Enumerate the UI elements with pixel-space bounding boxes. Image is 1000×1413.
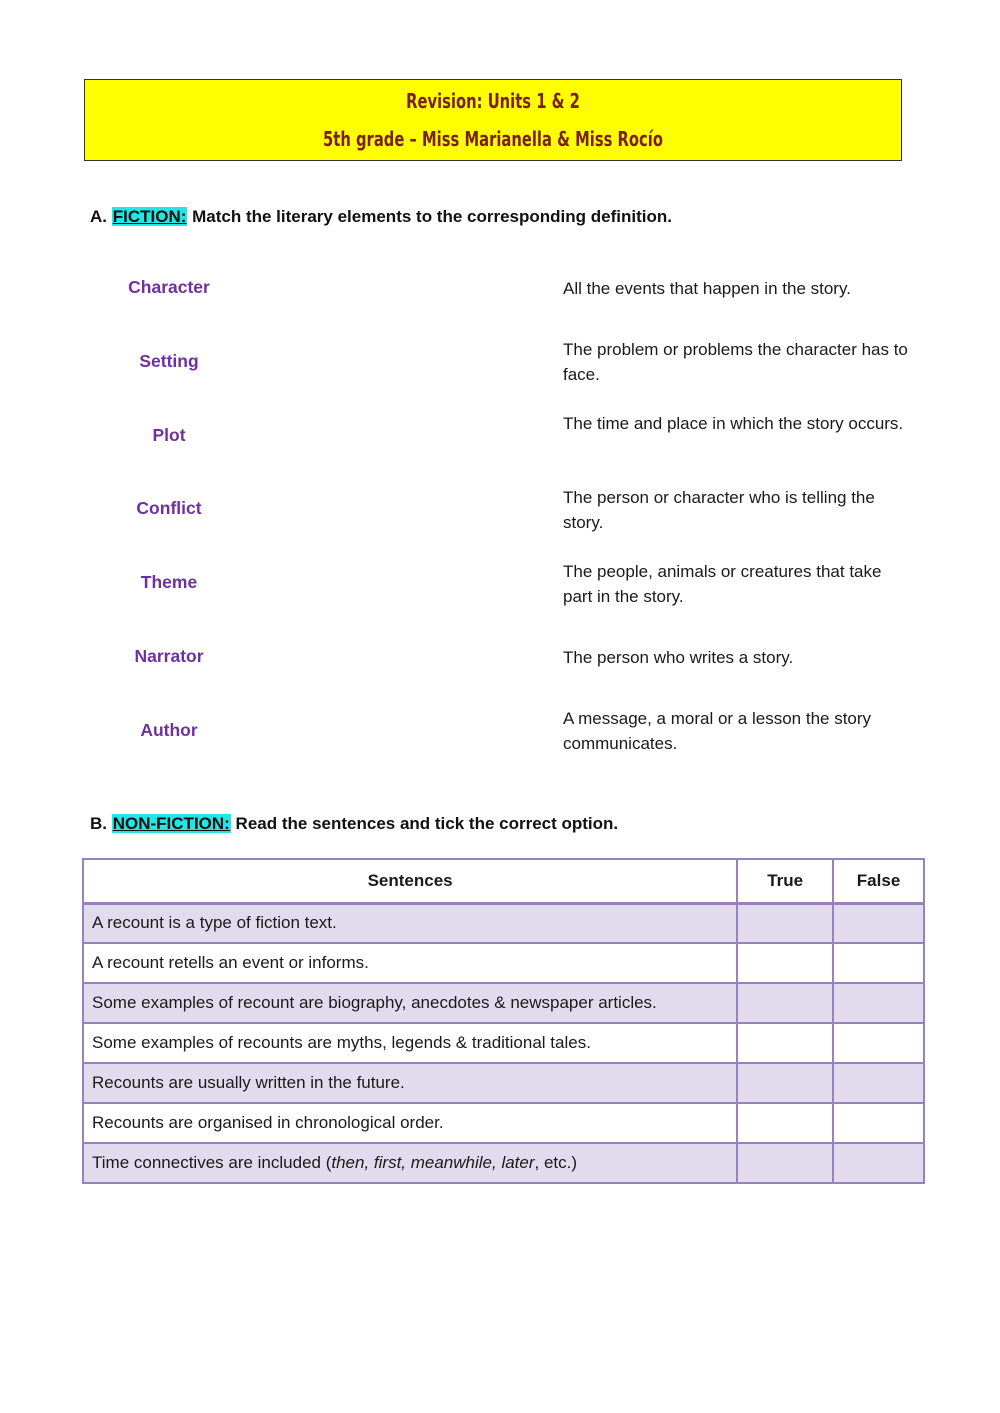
page-subtitle: 5th grade – Miss Marianella & Miss Rocío — [323, 127, 663, 151]
section-b-heading — [90, 814, 618, 834]
table-row — [83, 1103, 924, 1143]
header-false: False — [833, 859, 924, 903]
element-narrator[interactable]: Narrator — [134, 646, 204, 666]
section-a-instruction: Match the literary elements to the corresponding definition. — [187, 207, 672, 226]
element-plot[interactable]: Plot — [152, 425, 186, 445]
definition-4[interactable]: The person or character who is telling the story. — [563, 488, 875, 532]
definition-3[interactable]: The time and place in which the story occurs. — [563, 414, 904, 433]
true-false-table — [82, 858, 925, 1184]
false-checkbox-cell[interactable] — [833, 903, 924, 943]
sentence-cell: A recount retells an event or informs. — [83, 943, 737, 983]
true-checkbox-cell[interactable] — [737, 1063, 833, 1103]
table-row — [83, 1063, 924, 1103]
false-checkbox-cell[interactable] — [833, 1143, 924, 1183]
header-sentences: Sentences — [83, 859, 737, 903]
definition-5[interactable]: The people, animals or creatures that take part in the story. — [563, 562, 882, 606]
false-checkbox-cell[interactable] — [833, 943, 924, 983]
section-a-highlight: FICTION: — [112, 207, 187, 226]
section-a-heading — [90, 207, 672, 227]
element-setting[interactable]: Setting — [139, 351, 199, 371]
element-theme[interactable]: Theme — [140, 572, 198, 592]
definition-7[interactable]: A message, a moral or a lesson the story communicates. — [563, 709, 872, 753]
header-true: True — [737, 859, 833, 903]
definition-2[interactable]: The problem or problems the character has to face. — [563, 340, 908, 384]
section-a-prefix: A. — [90, 207, 107, 226]
table-row — [83, 1143, 924, 1183]
definition-1[interactable]: All the events that happen in the story. — [563, 279, 851, 298]
sentence-cell: A recount is a type of fiction text. — [83, 903, 737, 943]
definition-6[interactable]: The person who writes a story. — [563, 648, 794, 667]
true-checkbox-cell[interactable] — [737, 903, 833, 943]
section-b-instruction: Read the sentences and tick the correct option. — [230, 814, 619, 833]
sentence-italic: then, first, meanwhile, later — [331, 1153, 535, 1172]
false-checkbox-cell[interactable] — [833, 1103, 924, 1143]
sentence-text: Time connectives are included ( — [92, 1153, 332, 1172]
section-b-highlight: NON-FICTION: — [112, 814, 230, 833]
table-row — [83, 943, 924, 983]
sentence-cell: Recounts are usually written in the future. — [83, 1063, 737, 1103]
table-row — [83, 903, 924, 943]
element-author[interactable]: Author — [140, 720, 198, 740]
sentence-cell: Recounts are organised in chronological order. — [83, 1103, 737, 1143]
sentence-cell: Some examples of recounts are myths, legends & traditional tales. — [83, 1023, 737, 1063]
true-checkbox-cell[interactable] — [737, 1103, 833, 1143]
false-checkbox-cell[interactable] — [833, 1063, 924, 1103]
table-header-row — [83, 859, 924, 903]
sentence-cell — [83, 1143, 737, 1183]
sentence-cell: Some examples of recount are biography, anecdotes & newspaper articles. — [83, 983, 737, 1023]
true-checkbox-cell[interactable] — [737, 1143, 833, 1183]
true-checkbox-cell[interactable] — [737, 983, 833, 1023]
sentence-text-end: , etc.) — [534, 1153, 578, 1172]
title-box — [84, 79, 902, 161]
section-b-prefix: B. — [90, 814, 107, 833]
table-row — [83, 1023, 924, 1063]
page-title: Revision: Units 1 & 2 — [406, 89, 580, 113]
true-checkbox-cell[interactable] — [737, 943, 833, 983]
true-checkbox-cell[interactable] — [737, 1023, 833, 1063]
table-row — [83, 983, 924, 1023]
element-conflict[interactable]: Conflict — [136, 498, 202, 518]
element-character[interactable]: Character — [128, 277, 210, 297]
false-checkbox-cell[interactable] — [833, 983, 924, 1023]
false-checkbox-cell[interactable] — [833, 1023, 924, 1063]
